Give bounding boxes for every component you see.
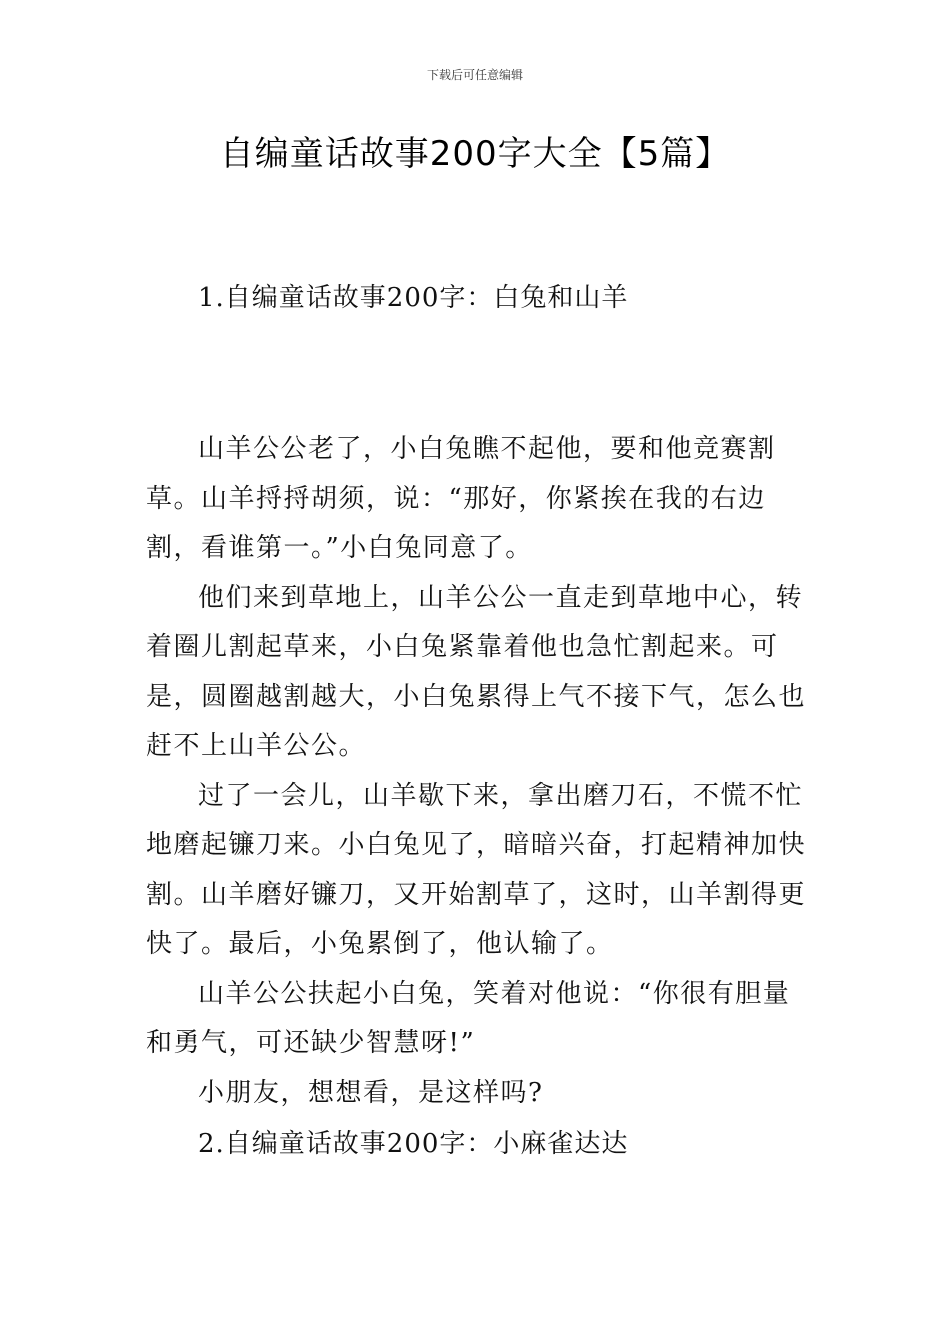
header-note: 下载后可任意编辑	[426, 68, 523, 82]
story-body	[146, 425, 808, 1118]
section-heading-2: 2.自编童话故事200字：小麻雀达达	[198, 1129, 629, 1159]
story-paragraph: 过了一会儿，山羊歇下来，拿出磨刀石，不慌不忙地磨起镰刀来。小白兔见了，暗暗兴奋，打起精神加快割。山羊磨好镰刀，又开始割草了，这时，山羊割得更快了。最后，小兔累倒了，他认输了。	[146, 780, 807, 959]
story-paragraph: 山羊公公老了，小白兔瞧不起他，要和他竞赛割草。山羊捋捋胡须，说：“那好，你紧挨在我的右边割，看谁第一。”小白兔同意了。	[146, 434, 776, 563]
section-heading-1: 1.自编童话故事200字：白兔和山羊	[198, 283, 629, 313]
story-paragraph: 小朋友，想想看，是这样吗?	[198, 1077, 544, 1108]
story-paragraph: 他们来到草地上，山羊公公一直走到草地中心，转着圈儿割起草来，小白兔紧靠着他也急忙割起来。可是，圆圈越割越大，小白兔累得上气不接下气，怎么也赶不上山羊公公。	[146, 582, 807, 761]
document-title: 自编童话故事200字大全【5篇】	[219, 134, 731, 174]
story-paragraph: 山羊公公扶起小白兔，笑着对他说：“你很有胆量和勇气，可还缺少智慧呀!”	[146, 978, 791, 1058]
